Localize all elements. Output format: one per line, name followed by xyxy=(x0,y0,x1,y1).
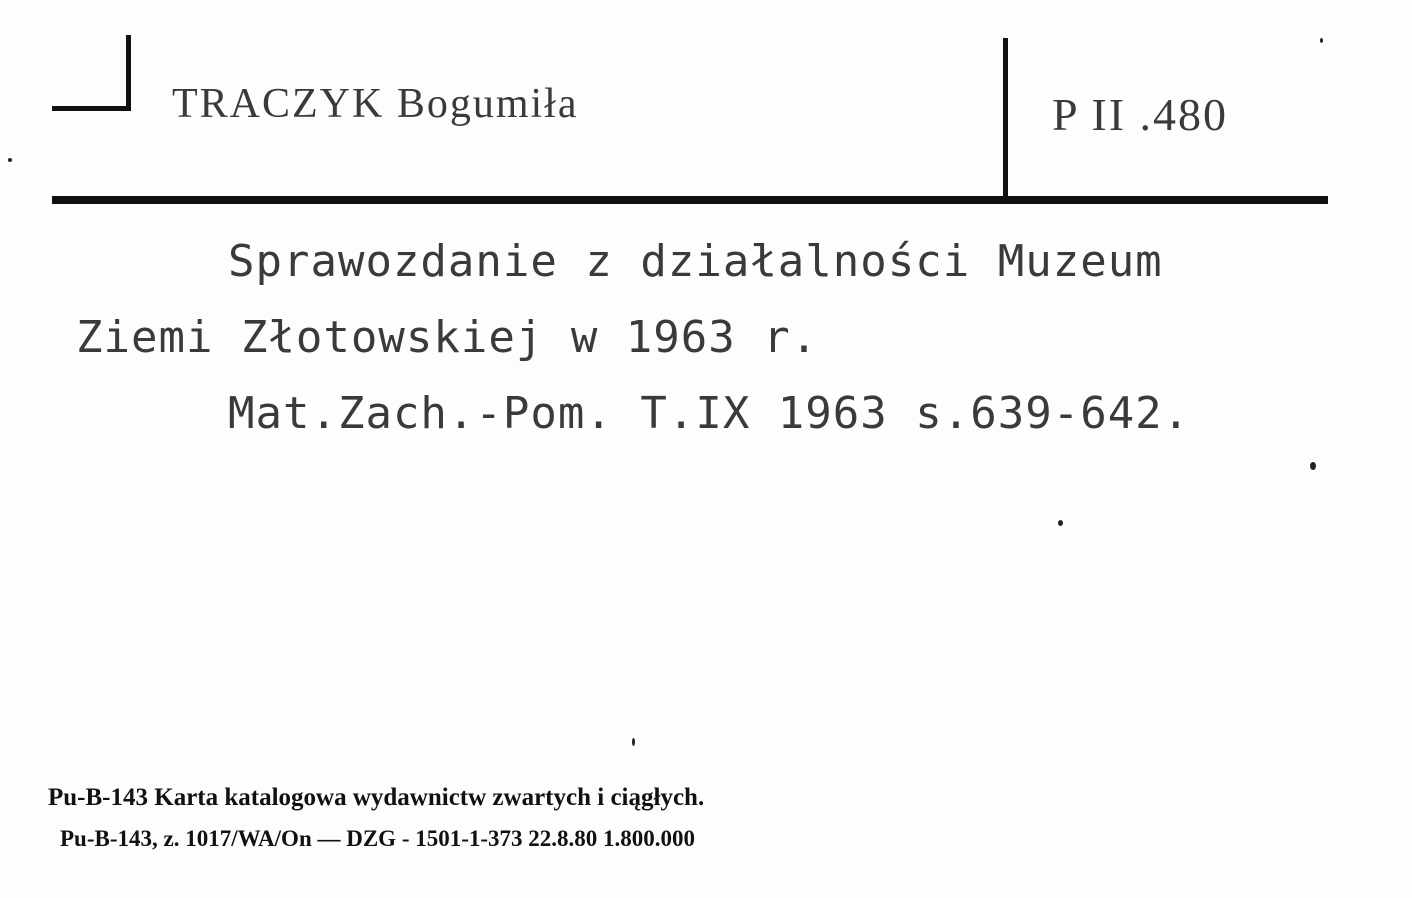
ink-speck xyxy=(1310,462,1316,470)
author-heading: TRACZYK Bogumiła xyxy=(172,81,579,127)
ink-speck xyxy=(1058,520,1063,526)
header-divider-vertical xyxy=(1003,38,1008,200)
corner-bracket-vertical xyxy=(126,35,131,110)
ink-speck xyxy=(632,738,635,746)
print-info: Pu-B-143, z. 1017/WA/On — DZG - 1501-1-373 22.8.80 1.800.000 xyxy=(60,826,696,851)
source-citation: Mat.Zach.-Pom. T.IX 1963 s.639-642. xyxy=(228,388,1191,439)
form-title: Pu-B-143 Karta katalogowa wydawnictw zwartych i ciągłych. xyxy=(48,784,705,811)
ink-speck xyxy=(8,158,12,162)
corner-bracket-horizontal xyxy=(52,106,131,111)
call-number: P II .480 xyxy=(1052,89,1229,140)
title-line-1: Sprawozdanie z działalności Muzeum xyxy=(228,236,1163,287)
title-line-2: Ziemi Złotowskiej w 1963 r. xyxy=(76,312,819,363)
header-divider-horizontal xyxy=(52,196,1328,204)
ink-speck xyxy=(1320,38,1323,43)
